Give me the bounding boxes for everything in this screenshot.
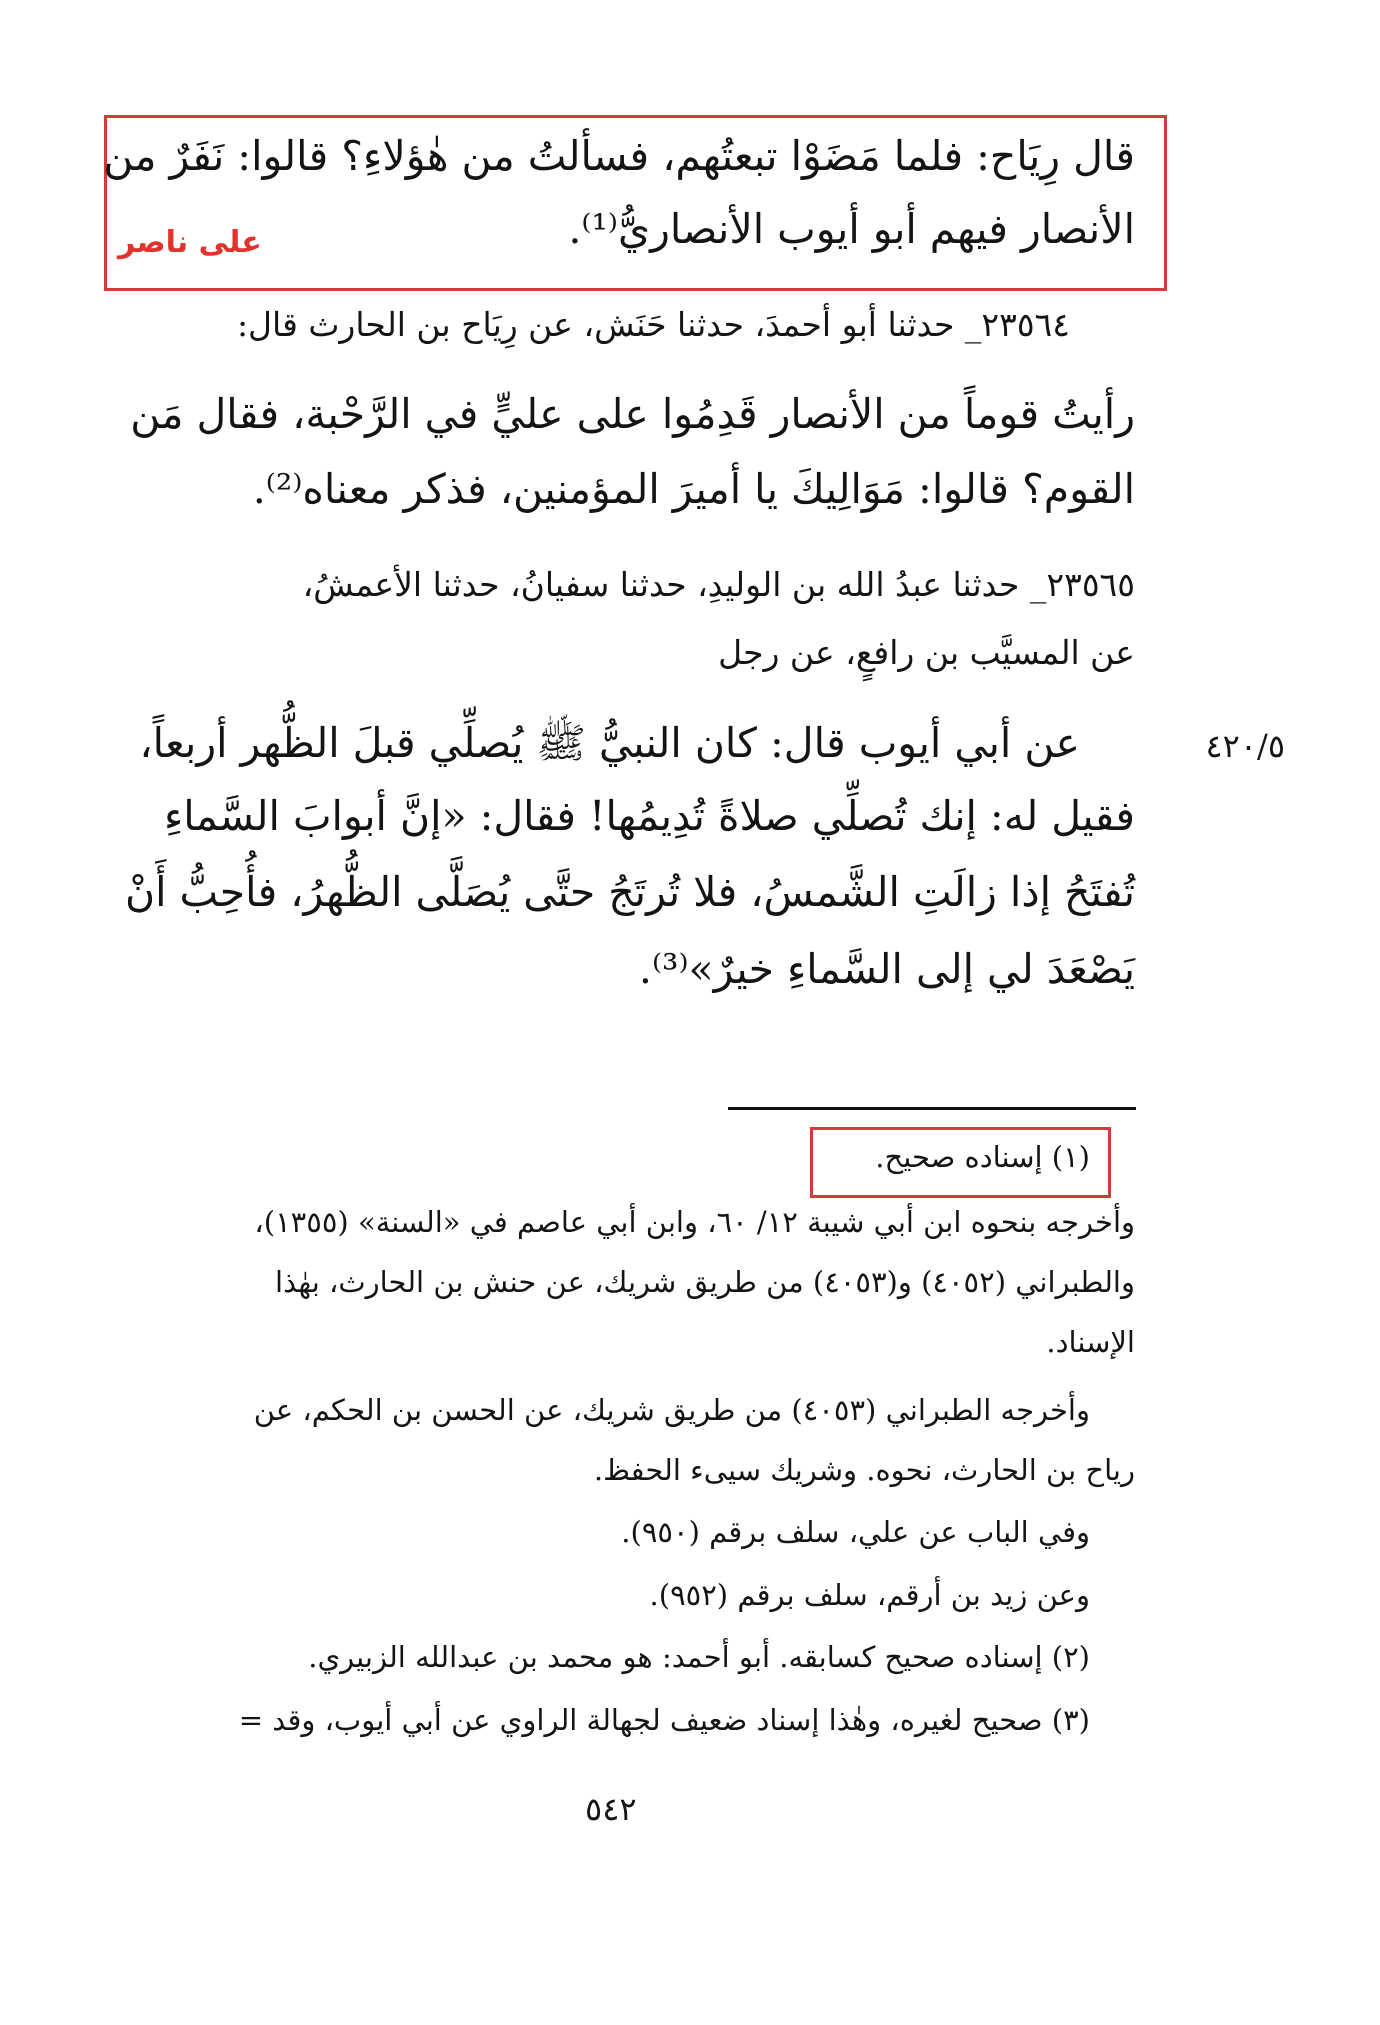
footnote-1-body-3: الإسناد. — [1046, 1325, 1135, 1359]
hadith-23565-matn-3: تُفتَحُ إذا زالَتِ الشَّمسُ، فلا تُرتَجُ حتَّى يُصَلَّى الظُّهرُ، فأُحِبُّ أَنْ — [124, 868, 1135, 916]
hadith-23564-matn-1: رأيتُ قوماً من الأنصار قَدِمُوا على عليٍّ في الرَّحْبة، فقال مَن — [130, 390, 1135, 438]
footnote-1-more-4: وعن زيد بن أرقم، سلف برقم (٩٥٢). — [649, 1578, 1090, 1612]
hadith-23564-matn-2: القوم؟ قالوا: مَوَالِيكَ يا أميرَ المؤمنين، فذكر معناه⁽²⁾. — [252, 465, 1135, 513]
footnote-1-title: (١) إسناده صحيح. — [875, 1140, 1090, 1174]
footnote-1-more-2: رياح بن الحارث، نحوه. وشريك سيىء الحفظ. — [593, 1453, 1135, 1487]
margin-reference: ٤٢٠/٥ — [1205, 727, 1285, 765]
footnote-1-more-1: وأخرجه الطبراني (٤٠٥٣) من طريق شريك، عن الحسن بن الحكم، عن — [253, 1393, 1090, 1427]
footnote-1-body-1: وأخرجه بنحوه ابن أبي شيبة ١٢/ ٦٠، وابن أبي عاصم في «السنة» (١٣٥٥)، — [254, 1205, 1135, 1239]
hadith-23565-matn-2: فقيل له: إنك تُصلِّي صلاةً تُدِيمُها! فقال: «إنَّ أبوابَ السَّماءِ — [163, 792, 1135, 840]
hadith-23565-isnad-1: ٢٣٥٦٥_ حدثنا عبدُ الله بن الوليدِ، حدثنا سفيانُ، حدثنا الأعمشُ، — [302, 565, 1135, 604]
hadith-23564-isnad: ٢٣٥٦٤_ حدثنا أبو أحمدَ، حدثنا حَنَش، عن رِيَاح بن الحارث قال: — [236, 305, 1070, 344]
footnote-2: (٢) إسناده صحيح كسابقه. أبو أحمد: هو محمد بن عبدالله الزبيري. — [308, 1640, 1090, 1674]
name-stamp: علی ناصر — [118, 225, 262, 260]
highlight-line-2: الأنصار فيهم أبو أيوب الأنصاريُّ⁽¹⁾. — [568, 205, 1135, 253]
hadith-23565-matn-4: يَصْعَدَ لي إلى السَّماءِ خيرٌ»⁽³⁾. — [638, 945, 1135, 993]
highlight-line-1: قال رِيَاح: فلما مَضَوْا تبعتُهم، فسألتُ من هٰؤلاءِ؟ قالوا: نَفَرٌ من — [103, 132, 1135, 180]
hadith-23565-isnad-2: عن المسيَّب بن رافعٍ، عن رجل — [718, 633, 1135, 672]
page-number: ٥٤٢ — [585, 1790, 637, 1828]
hadith-23565-matn-1: عن أبي أيوب قال: كان النبيُّ ﷺ يُصلِّي قبلَ الظُّهر أربعاً، — [139, 719, 1080, 767]
footnote-separator — [728, 1107, 1136, 1110]
footnote-1-body-2: والطبراني (٤٠٥٢) و(٤٠٥٣) من طريق شريك، عن حنش بن الحارث، بهٰذا — [275, 1265, 1135, 1299]
footnote-1-more-3: وفي الباب عن علي، سلف برقم (٩٥٠). — [621, 1515, 1090, 1549]
footnote-3: (٣) صحيح لغيره، وهٰذا إسناد ضعيف لجهالة الراوي عن أبي أيوب، وقد = — [238, 1703, 1090, 1737]
